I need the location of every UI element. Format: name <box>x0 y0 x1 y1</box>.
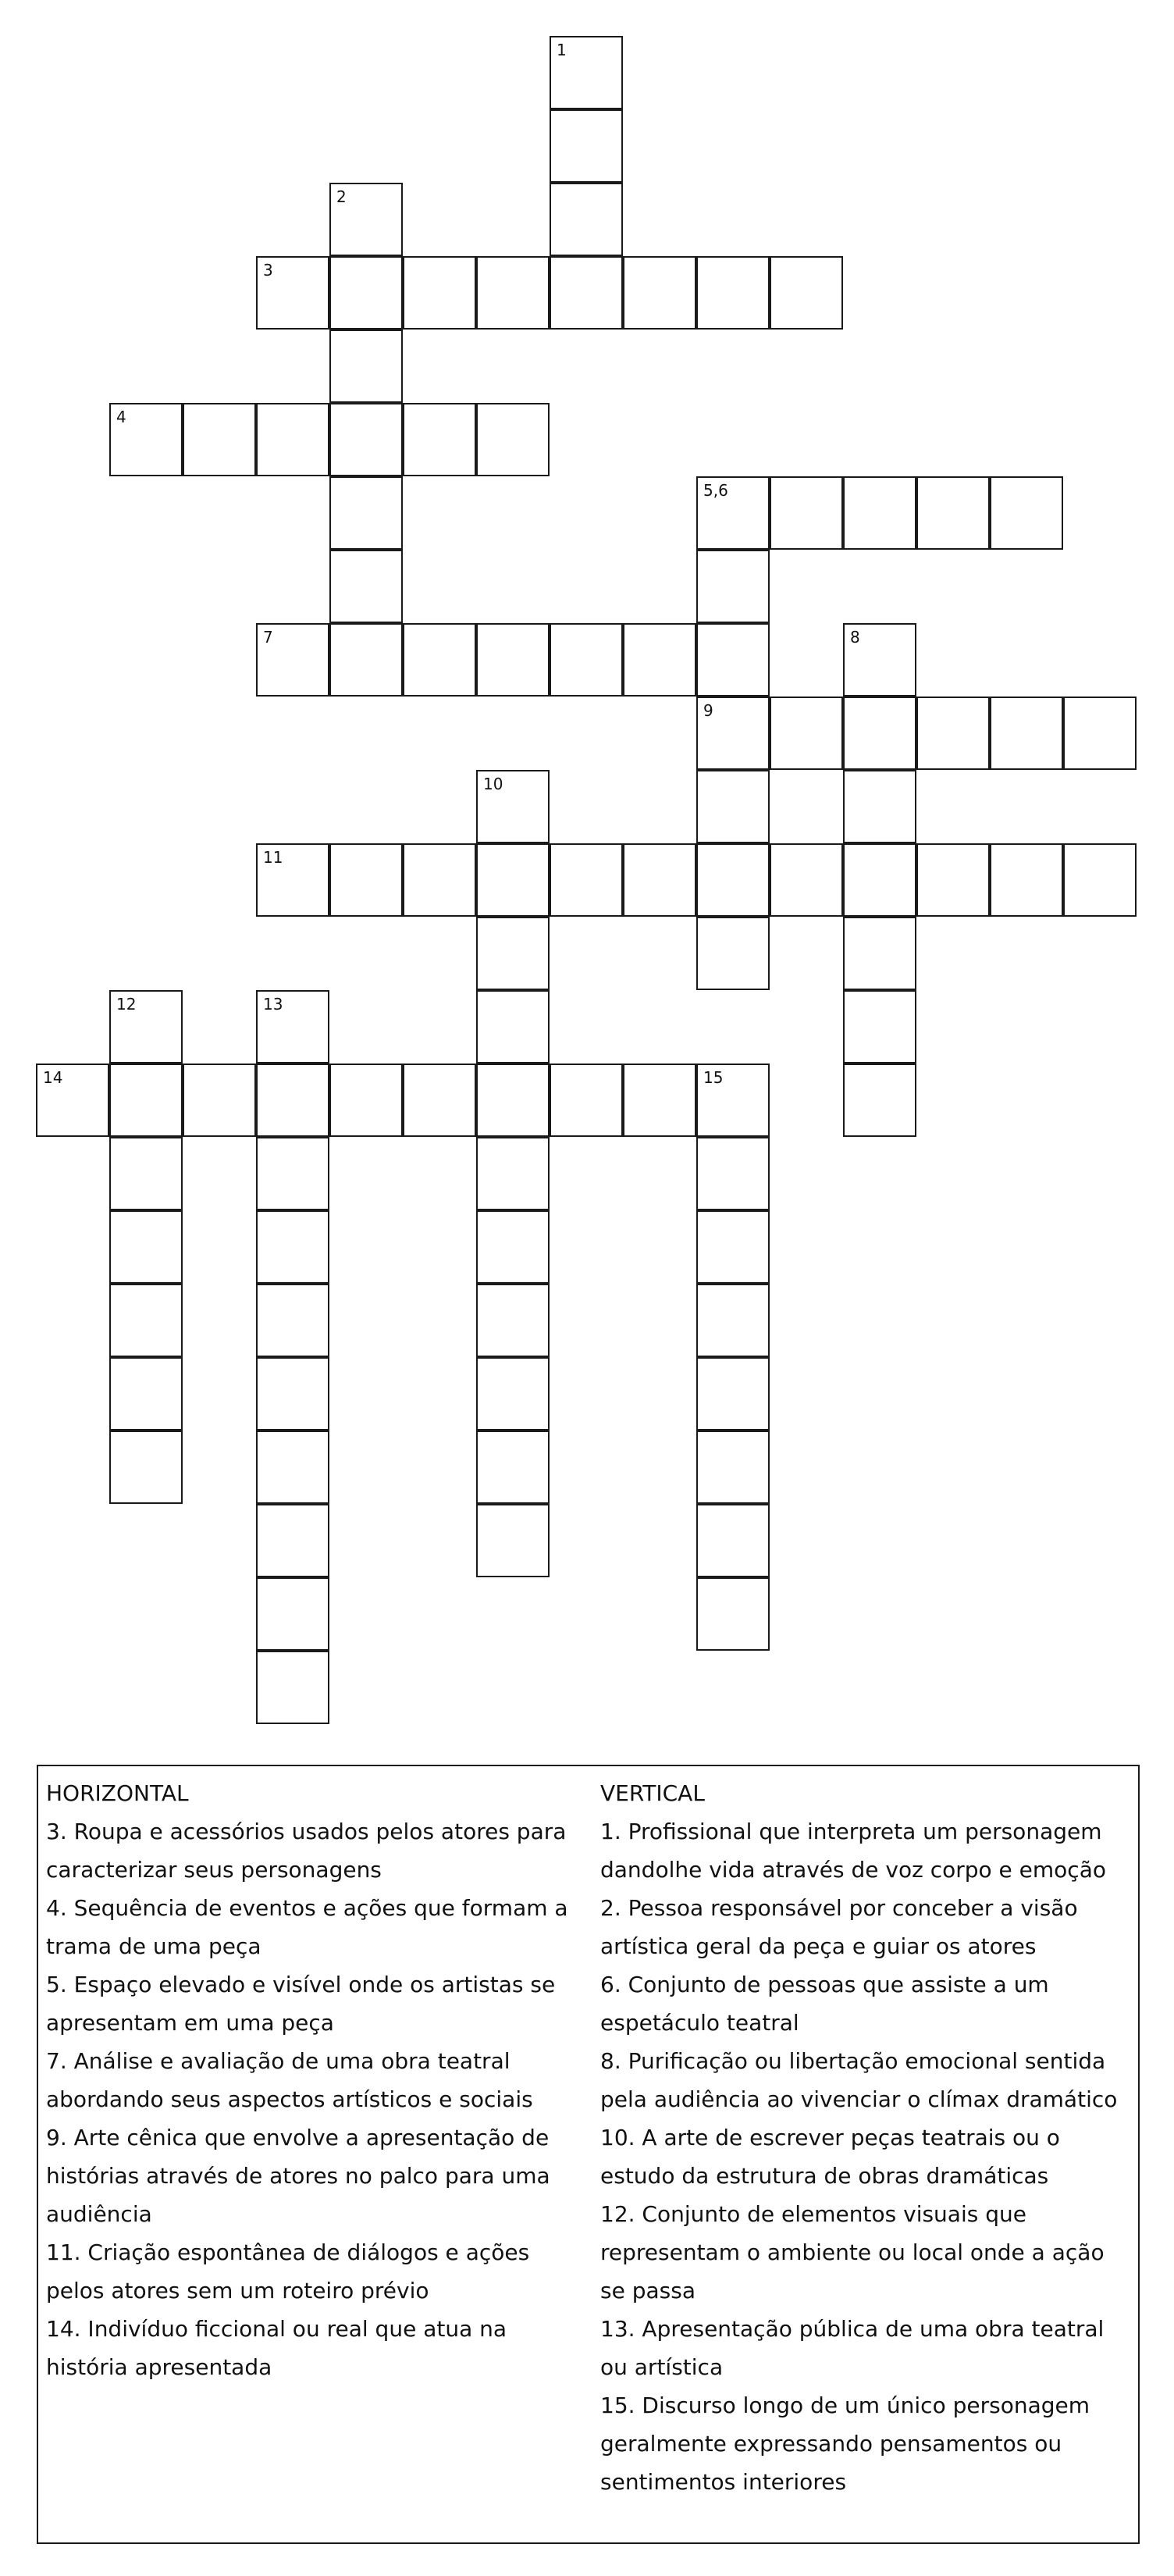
clue-number: 8 <box>850 628 860 647</box>
grid-cell[interactable] <box>550 36 623 109</box>
grid-cell[interactable] <box>696 623 770 697</box>
grid-cell[interactable] <box>183 403 256 476</box>
grid-cell[interactable] <box>623 1064 696 1137</box>
grid-cell[interactable] <box>696 1064 770 1137</box>
grid-cell[interactable] <box>696 697 770 770</box>
clue-number: 7 <box>263 628 273 647</box>
clue-v1: 1. Profissional que interpreta um personagem dandolhe vida através de voz corpo e emoção <box>600 1819 1106 1883</box>
grid-cell[interactable] <box>109 1284 183 1357</box>
grid-cell[interactable] <box>550 843 623 917</box>
clue-v2: 2. Pessoa responsável por conceber a visão artística geral da peça e guiar os atores <box>600 1895 1078 1959</box>
grid-cell[interactable] <box>696 843 770 917</box>
grid-cell[interactable] <box>476 256 550 330</box>
grid-cell[interactable] <box>696 550 770 623</box>
clue-v10: 10. A arte de escrever peças teatrais ou o estudo da estrutura de obras dramáticas <box>600 2125 1060 2189</box>
grid-cell[interactable] <box>109 1064 183 1137</box>
grid-cell[interactable] <box>550 623 623 697</box>
grid-cell[interactable] <box>476 1137 550 1210</box>
grid-cell[interactable] <box>550 1064 623 1137</box>
grid-cell[interactable] <box>843 476 916 550</box>
grid-cell[interactable] <box>843 917 916 990</box>
grid-cell[interactable] <box>696 1137 770 1210</box>
grid-cell[interactable] <box>770 697 843 770</box>
grid-cell[interactable] <box>476 843 550 917</box>
grid-cell[interactable] <box>329 256 403 330</box>
grid-cell[interactable] <box>109 1210 183 1284</box>
grid-cell[interactable] <box>256 843 329 917</box>
clue-h7: 7. Análise e avaliação de uma obra teatral abordando seus aspectos artísticos e sociais <box>46 2048 533 2112</box>
clue-number: 1 <box>557 41 567 59</box>
grid-cell[interactable] <box>109 1357 183 1431</box>
grid-cell[interactable] <box>256 1651 329 1724</box>
grid-cell[interactable] <box>623 843 696 917</box>
grid-cell[interactable] <box>256 1137 329 1210</box>
clues-box <box>37 1765 1140 2544</box>
grid-cell[interactable] <box>256 1431 329 1504</box>
grid-cell[interactable] <box>843 770 916 843</box>
grid-cell[interactable] <box>623 623 696 697</box>
horizontal-clues <box>46 1774 585 2386</box>
clue-h4: 4. Sequência de eventos e ações que formam a trama de uma peça <box>46 1895 568 1959</box>
clue-h3: 3. Roupa e acessórios usados pelos atores para caracterizar seus personagens <box>46 1819 567 1883</box>
grid-cell[interactable] <box>696 1504 770 1577</box>
grid-cell[interactable] <box>329 403 403 476</box>
clue-v6: 6. Conjunto de pessoas que assiste a um espetáculo teatral <box>600 1972 1049 2036</box>
grid-cell[interactable] <box>696 770 770 843</box>
grid-cell[interactable] <box>843 1064 916 1137</box>
clue-number: 3 <box>263 261 273 280</box>
grid-cell[interactable] <box>183 1064 256 1137</box>
grid-cell[interactable] <box>916 697 990 770</box>
grid-cell[interactable] <box>256 403 329 476</box>
grid-cell[interactable] <box>770 256 843 330</box>
clue-h11: 11. Criação espontânea de diálogos e ações pelos atores sem um roteiro prévio <box>46 2239 530 2303</box>
grid-cell[interactable] <box>256 1210 329 1284</box>
grid-cell[interactable] <box>476 1357 550 1431</box>
clue-number: 11 <box>263 848 283 867</box>
clue-number: 12 <box>116 995 137 1014</box>
grid-cell[interactable] <box>36 1064 109 1137</box>
grid-cell[interactable] <box>329 550 403 623</box>
grid-cell[interactable] <box>623 256 696 330</box>
clue-number: 2 <box>336 187 347 206</box>
grid-cell[interactable] <box>403 256 476 330</box>
grid-cell[interactable] <box>1063 697 1137 770</box>
grid-cell[interactable] <box>696 476 770 550</box>
grid-cell[interactable] <box>696 1210 770 1284</box>
grid-cell[interactable] <box>256 1284 329 1357</box>
clue-h9: 9. Arte cênica que envolve a apresentação de histórias através de atores no palco para uma audiência <box>46 2125 550 2227</box>
grid-cell[interactable] <box>256 1577 329 1651</box>
grid-cell[interactable] <box>1063 843 1137 917</box>
grid-cell[interactable] <box>550 109 623 183</box>
grid-cell[interactable] <box>256 623 329 697</box>
clue-v8: 8. Purificação ou libertação emocional sentida pela audiência ao vivenciar o clímax dramático <box>600 2048 1118 2112</box>
clue-number: 15 <box>703 1068 724 1087</box>
grid-cell[interactable] <box>476 1431 550 1504</box>
grid-cell[interactable] <box>329 183 403 256</box>
grid-cell[interactable] <box>916 476 990 550</box>
grid-cell[interactable] <box>329 476 403 550</box>
grid-cell[interactable] <box>990 476 1063 550</box>
grid-cell[interactable] <box>476 1064 550 1137</box>
clue-v15: 15. Discurso longo de um único personagem geralmente expressando pensamentos ou sentimentos interiores <box>600 2393 1090 2495</box>
grid-cell[interactable] <box>403 1064 476 1137</box>
grid-cell[interactable] <box>403 403 476 476</box>
grid-cell[interactable] <box>256 1504 329 1577</box>
grid-cell[interactable] <box>256 1357 329 1431</box>
grid-cell[interactable] <box>329 330 403 403</box>
grid-cell[interactable] <box>109 990 183 1064</box>
grid-cell[interactable] <box>843 623 916 697</box>
grid-cell[interactable] <box>109 1137 183 1210</box>
grid-cell[interactable] <box>403 843 476 917</box>
grid-cell[interactable] <box>696 256 770 330</box>
grid-cell[interactable] <box>843 697 916 770</box>
grid-cell[interactable] <box>843 843 916 917</box>
grid-cell[interactable] <box>550 183 623 256</box>
clue-h14: 14. Indivíduo ficcional ou real que atua na história apresentada <box>46 2316 507 2380</box>
clue-v13: 13. Apresentação pública de uma obra teatral ou artística <box>600 2316 1105 2380</box>
grid-cell[interactable] <box>476 990 550 1064</box>
grid-cell[interactable] <box>476 1210 550 1284</box>
grid-cell[interactable] <box>476 770 550 843</box>
grid-cell[interactable] <box>550 256 623 330</box>
clue-number: 10 <box>483 775 503 793</box>
grid-cell[interactable] <box>256 256 329 330</box>
clue-number: 4 <box>116 408 126 426</box>
grid-cell[interactable] <box>476 917 550 990</box>
grid-cell[interactable] <box>770 843 843 917</box>
clue-h5: 5. Espaço elevado e visível onde os artistas se apresentam em uma peça <box>46 1972 556 2036</box>
grid-cell[interactable] <box>696 1357 770 1431</box>
grid-cell[interactable] <box>696 1577 770 1651</box>
grid-cell[interactable] <box>403 623 476 697</box>
grid-cell[interactable] <box>990 697 1063 770</box>
grid-cell[interactable] <box>329 1064 403 1137</box>
grid-cell[interactable] <box>256 1064 329 1137</box>
grid-cell[interactable] <box>329 843 403 917</box>
grid-cell[interactable] <box>256 990 329 1064</box>
grid-cell[interactable] <box>329 623 403 697</box>
clue-v12: 12. Conjunto de elementos visuais que representam o ambiente ou local onde a ação se passa <box>600 2201 1105 2303</box>
grid-cell[interactable] <box>476 623 550 697</box>
grid-cell[interactable] <box>476 403 550 476</box>
grid-cell[interactable] <box>843 990 916 1064</box>
grid-cell[interactable] <box>696 1284 770 1357</box>
grid-cell[interactable] <box>990 843 1063 917</box>
grid-cell[interactable] <box>916 843 990 917</box>
grid-cell[interactable] <box>770 476 843 550</box>
vertical-clues <box>600 1774 1131 2501</box>
grid-cell[interactable] <box>109 1431 183 1504</box>
grid-cell[interactable] <box>109 403 183 476</box>
clue-number: 5,6 <box>703 481 728 500</box>
grid-cell[interactable] <box>696 1431 770 1504</box>
grid-cell[interactable] <box>476 1504 550 1577</box>
horizontal-heading: HORIZONTAL <box>46 1780 189 1806</box>
clue-number: 13 <box>263 995 283 1014</box>
vertical-heading: VERTICAL <box>600 1780 705 1806</box>
clue-number: 9 <box>703 701 713 720</box>
clue-number: 14 <box>43 1068 63 1087</box>
grid-cell[interactable] <box>476 1284 550 1357</box>
grid-cell[interactable] <box>696 917 770 990</box>
